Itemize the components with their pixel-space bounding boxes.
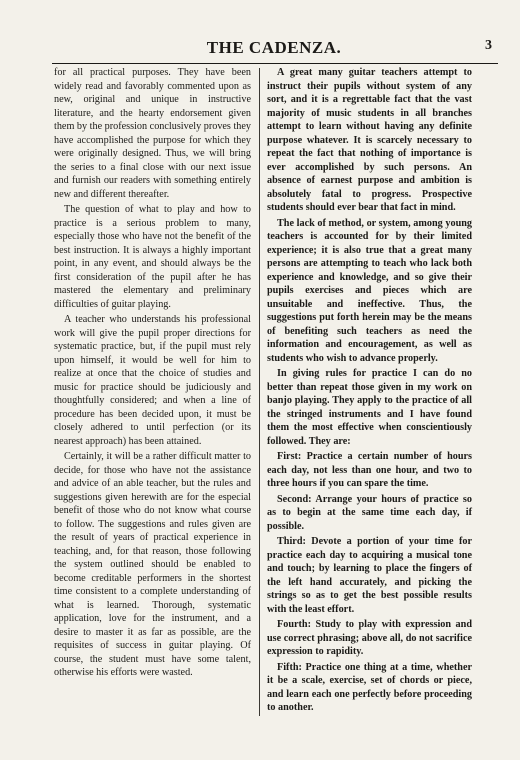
rule-second: Second: Arrange your hours of practice so as to begin at the same time each day, if possible. [267, 493, 472, 532]
rule-fourth: Fourth: Study to play with expression and use correct phrasing; above all, do not sacrifice expression to rapidity. [267, 619, 472, 657]
left-paragraph-2: The question of what to play and how to practice is a serious problem to many, especially those who have not the benefit of the best instruction. It is always a highly important point, in any event, and should always be the first consideration of the pupil after he has mastered the elementary and preliminary difficulties of guitar playing. [54, 204, 251, 310]
left-paragraph-3: A teacher who understands his professional work will give the pupil proper directions for systematic practice, but, if the pupil must rely upon himself, it would be well for him to realize at once that the choice of studies and music for practice should be judiciously and thoughtfully considered; and when a line of procedure has been decided upon, it must be closely adhered to until perfection (or its nearest approach) has been attained. [54, 314, 251, 447]
page-number: 3 [485, 38, 492, 53]
left-column [54, 66, 251, 682]
right-paragraph-2: The lack of method, or system, among young teachers is accounted for by their limited experience; it is also true that a great many persons are attempting to teach who lack both experience and knowledge, and so give their pupils exercises and pieces which are unsuitable and ineffective. Thus, the suggestions put forth herein may be the means of benefiting such teachers as need the information and encouragement, as well as students who wish to advance properly. [267, 217, 472, 364]
left-paragraph-4: Certainly, it will be a rather difficult matter to decide, for those who have not the assistance and advice of an able teacher, but the rules and suggestions given herewith are for the especial benefit of those who do not know what course to follow. The suggestions and rules given are the result of years of practical experience in teaching, and, for that reason, those following the system outlined should be enabled to become creditable performers in the shortest time consistent to a complete understanding of what is learned. Thorough, systematic application, love for the instrument, and a desire to master it as far as possible, are the requisites of success in guitar playing. Of course, the student must have some talent, otherwise his efforts were wasted. [54, 451, 251, 678]
column-divider [259, 68, 260, 716]
right-paragraph-3: In giving rules for practice I can do no better than repeat those given in my work on banjo playing. They apply to the practice of all the stringed instruments and I have found them the most effective when conscientiously followed. They are: [267, 368, 472, 447]
left-paragraph-1: for all practical purposes. They have been widely read and favorably commented upon as new, original and unique in instructive literature, and the hearty endorsement given them by the profession conclusively proves they have accomplished the purpose for which they were originally designed. Thus, we will bring the series to a final close with our next issue and furnish our readers with something entirely new and different thereafter. [54, 67, 251, 200]
rule-fifth: Fifth: Practice one thing at a time, whether it be a scale, exercise, set of chords or piece, and learn each one perfectly before proceeding to another. [267, 661, 472, 713]
rule-first: First: Practice a certain number of hours each day, not less than one hour, and two to three hours if you can spare the time. [267, 451, 472, 489]
right-column [267, 66, 472, 717]
magazine-title: THE CADENZA. [206, 38, 342, 57]
rule-third: Third: Devote a portion of your time for practice each day to acquiring a musical tone and touch; by learning to place the fingers of the left hand accurately, and picking the strings so as to get the best possible results with the least effort. [267, 536, 472, 615]
header-rule [52, 63, 498, 64]
right-paragraph-1: A great many guitar teachers attempt to instruct their pupils without system of any sort, and it is a regrettable fact that the vast majority of music students in all branches attempt to learn without having any definite purpose whatever. It is scarcely necessary to repeat the fact that nothing of importance is ever accomplished by such persons. An absence of earnest purpose and ambition is absolutely fatal to progress. Prospective students should ever bear that fact in mind. [267, 67, 472, 213]
running-header [48, 38, 500, 60]
